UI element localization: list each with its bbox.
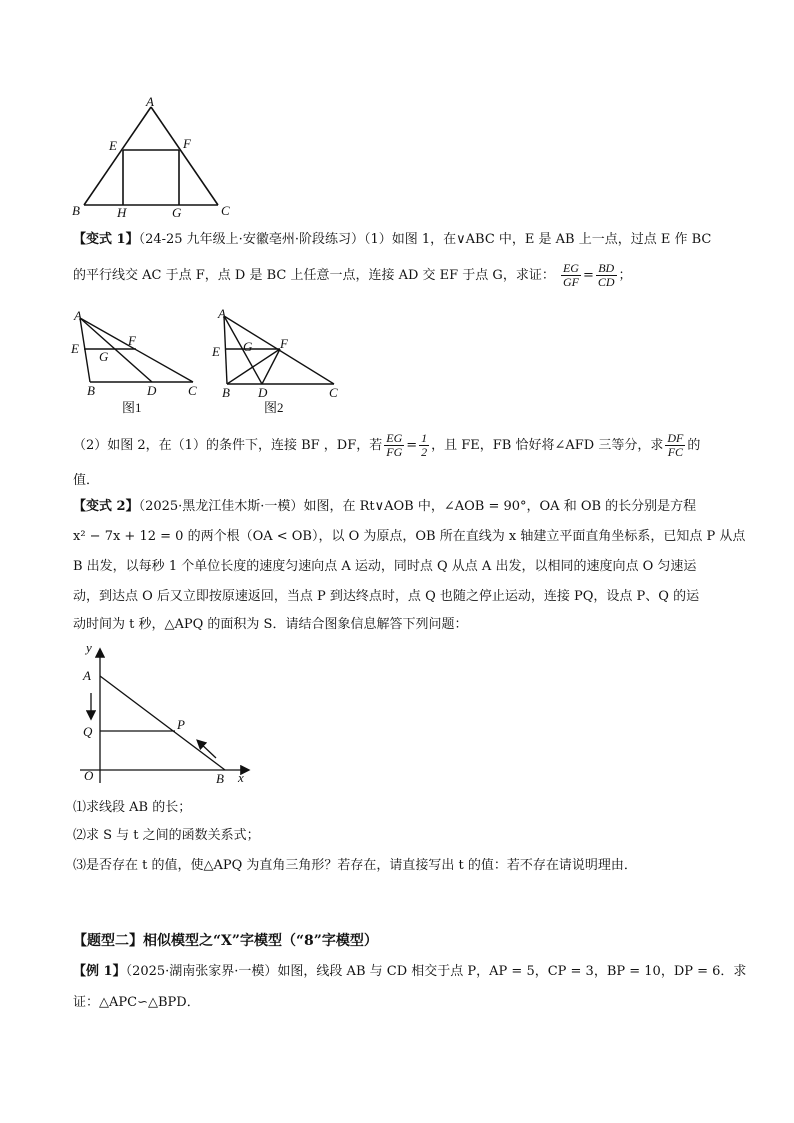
- fig1-label-E: E: [71, 341, 79, 356]
- fig1-caption: 图1: [122, 400, 142, 415]
- v2-tag: 【变式 2】: [73, 499, 139, 514]
- fig1-label-F: F: [128, 333, 136, 348]
- figure-2: [206, 304, 351, 416]
- v1-line1-text: （1）如图 1，在∨ABC 中，E 是 AB 上一点，过点 E 作 BC: [363, 232, 712, 247]
- ex1-line2: 证：△APC∽△BPD．: [73, 995, 200, 1010]
- v1-tag: 【变式 1】: [73, 232, 139, 247]
- fig1-label-A: A: [74, 308, 82, 323]
- fraction-df-fc: $\frac{DF}{FC}$: [667, 431, 684, 459]
- fraction-eg-fg: $\frac{EG}{FG}$: [386, 431, 403, 459]
- fraction-one-half: $\frac{1}{2}$: [421, 431, 428, 459]
- fig1-label-C: C: [188, 383, 197, 398]
- axis-label-y: y: [86, 640, 92, 655]
- label-B: B: [72, 203, 80, 218]
- fig2-caption: 图2: [264, 400, 284, 415]
- v1-line2-text: 的平行线交 AC 于点 F，点 D 是 BC 上任意一点，连接 AD 交 EF 于点 G，求证：: [73, 268, 555, 283]
- label-E: E: [109, 138, 117, 153]
- fig1-label-D: D: [147, 383, 157, 398]
- fig3-label-A: A: [83, 668, 91, 683]
- fig1-label-G: G: [99, 349, 109, 364]
- v1-line2: 的平行线交 AC 于点 F，点 D 是 BC 上任意一点，连接 AD 交 EF 于点 G，求证： $\frac{EG}{GF}$ = $\frac{BD}{CD}$ ；: [73, 261, 632, 289]
- fig3-label-B: B: [216, 771, 224, 786]
- fig2-label-C: C: [329, 385, 338, 400]
- ex1-tag: 【例 1】: [73, 964, 126, 979]
- v1-line3: （2）如图 2，在（1）的条件下，连接 BF ，DF，若 $\frac{EG}{FG}$ = $\frac{1}{2}$ ，且 FE，FB 恰好将∠AFD 三等分，求 $\frac{DF}{FC}$ 的: [73, 431, 701, 459]
- fraction-bd-cd: $\frac{BD}{CD}$: [597, 261, 615, 289]
- fig2-label-D: D: [258, 385, 268, 400]
- v1-line1: [73, 230, 711, 250]
- fig2-label-E: E: [212, 344, 220, 359]
- label-G: G: [172, 205, 182, 220]
- label-F: F: [183, 136, 191, 151]
- v2-q2: ⑵求 S 与 t 之间的函数关系式；: [73, 828, 260, 843]
- fig2-label-G: G: [243, 339, 253, 354]
- label-H: H: [117, 205, 127, 220]
- fig2-label-A: A: [218, 306, 226, 321]
- v2-line5: 动时间为 t 秒，△APQ 的面积为 S．请结合图象信息解答下列问题：: [73, 617, 468, 632]
- v2-line1: 【变式 2】（2025·黑龙江佳木斯·一模）如图，在 Rt∨AOB 中，∠AOB = 90°，OA 和 OB 的长分别是方程: [73, 499, 697, 514]
- label-C: C: [221, 203, 230, 218]
- v1-line4: 值．: [73, 473, 100, 488]
- v2-q3: ⑶是否存在 t 的值，使△APQ 为直角三角形？若存在，请直接写出 t 的值：若不存在请说明理由．: [73, 858, 637, 873]
- ex1-line1: 【例 1】（2025·湖南张家界·一模）如图，线段 AB 与 CD 相交于点 P，AP = 5，CP = 3，BP = 10，DP = 6．求: [73, 964, 747, 979]
- fig2-label-B: B: [222, 385, 230, 400]
- v2-source: （2025·黑龙江佳木斯·一模）: [138, 499, 304, 514]
- fig1-label-B: B: [87, 383, 95, 398]
- fig3-label-P: P: [177, 717, 185, 732]
- v2-line2: x² − 7x + 12 = 0 的两个根（OA < OB），以 O 为原点，OB 所在直线为 x 轴建立平面直角坐标系，已知点 P 从点: [73, 529, 746, 544]
- section-title: 【题型二】相似模型之“X”字模型（“8”字模型）: [73, 933, 378, 949]
- coordinate-figure: [70, 638, 260, 788]
- v2-q1: ⑴求线段 AB 的长；: [73, 800, 192, 815]
- fig3-label-O: O: [84, 768, 94, 783]
- v2-line3: B 出发，以每秒 1 个单位长度的速度匀速向点 A 运动，同时点 Q 从点 A 出发，以相同的速度向点 O 匀速运: [73, 559, 697, 574]
- label-A: A: [146, 94, 154, 109]
- fig3-label-Q: Q: [83, 724, 93, 739]
- triangle-rectangle-figure: [66, 92, 246, 222]
- fraction-eg-gf: $\frac{EG}{GF}$: [562, 261, 579, 289]
- v2-line4: 动，到达点 O 后又立即按原速返回，当点 P 到达终点时，点 Q 也随之停止运动，连接 PQ，设点 P、Q 的运: [73, 589, 700, 604]
- fig2-label-F: F: [280, 336, 288, 351]
- axis-label-x: x: [238, 770, 244, 785]
- figure-1: [66, 306, 206, 416]
- v1-source: （24-25 九年级上·安徽亳州·阶段练习）: [138, 232, 364, 247]
